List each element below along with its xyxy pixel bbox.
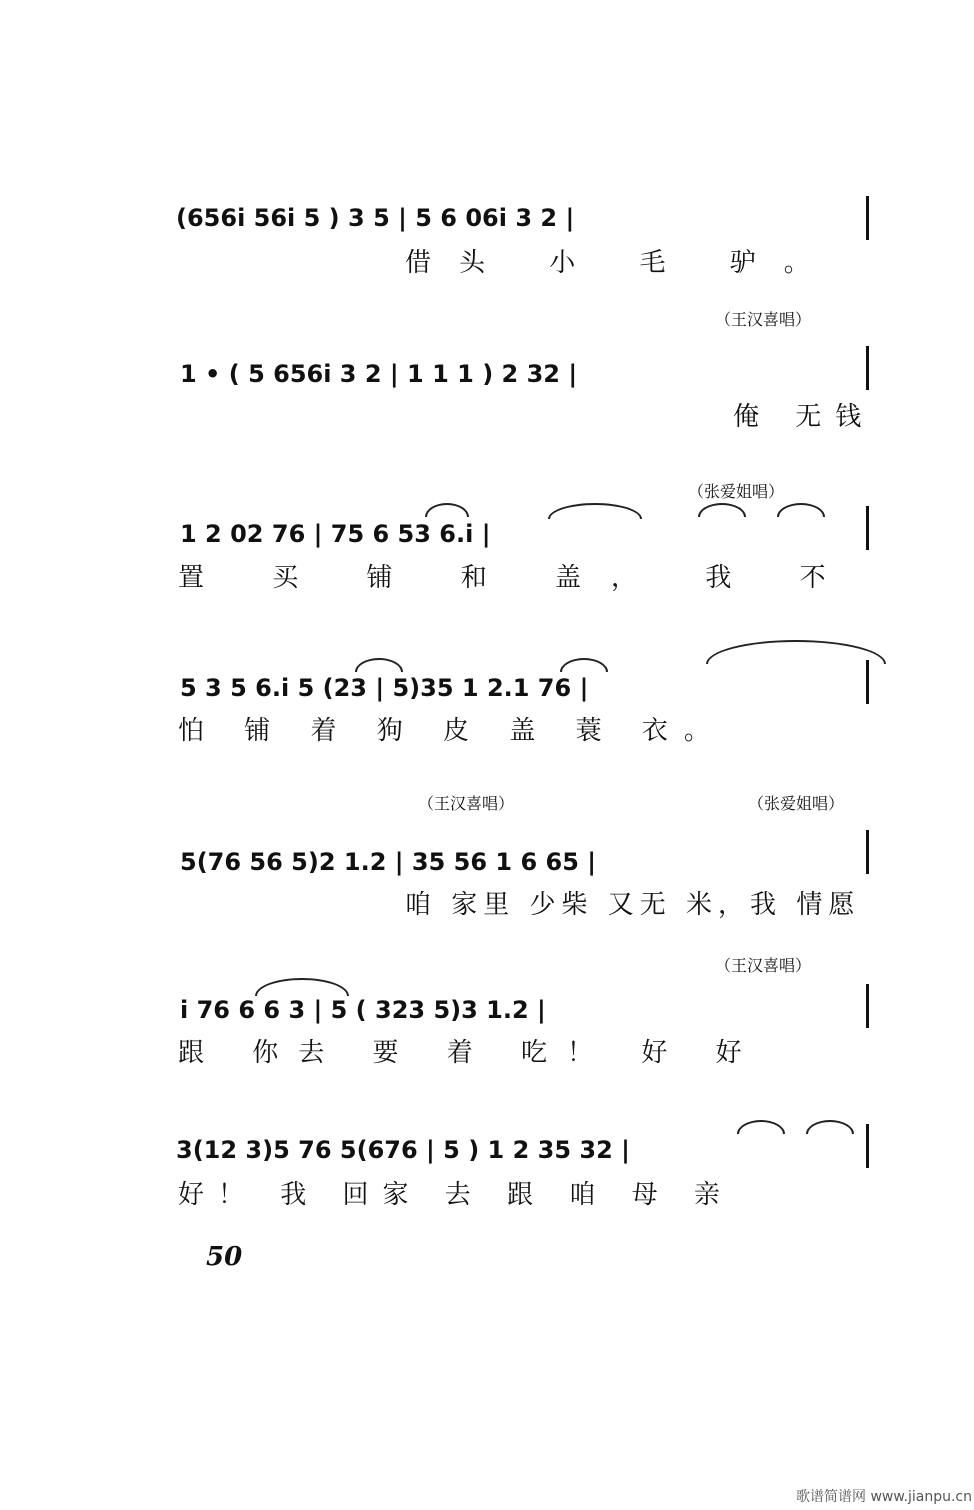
system-7-notes: 3(12 3)5 76 5(676 | 5 ) 1 2 35 32 | [176, 1136, 630, 1164]
system-5-annotation: （王汉喜唱） [418, 794, 515, 813]
system-3-annotation: （张爱姐唱） [688, 482, 785, 501]
slur [355, 658, 403, 672]
watermark: 歌谱简谱网 www.jianpu.cn [796, 1489, 972, 1505]
system-4-notes: 5 3 5 6.i 5 (23 | 5)35 1 2.1 76 | [180, 674, 589, 702]
slur [698, 503, 746, 517]
system-6-annotation: （王汉喜唱） [715, 956, 812, 975]
system-5-lyrics: 咱 家里 少柴 又无 米，我 情愿 [405, 890, 861, 920]
slur [777, 503, 825, 517]
system-5-notes: 5(76 56 5)2 1.2 | 35 56 1 6 65 | [180, 848, 597, 876]
system-7-lyrics: 好！ 我 回家 去 跟 咱 母 亲 [178, 1180, 734, 1210]
system-2-notes: 1 • ( 5 656i 3 2 | 1 1 1 ) 2 32 | [180, 360, 578, 388]
system-4-lyrics: 怕 铺 着 狗 皮 盖 蓑 衣。 [178, 716, 726, 746]
system-5-annotation-right: （张爱姐唱） [748, 794, 845, 813]
slur [425, 503, 469, 517]
system-2-annotation: （王汉喜唱） [715, 310, 812, 329]
system-6-lyrics: 跟 你去 要 着 吃！ 好 好 [178, 1038, 762, 1068]
system-1-notes: (656i 56i 5 ) 3 5 | 5 6 06i 3 2 | [176, 204, 575, 232]
bar-line [866, 506, 869, 550]
slur [806, 1120, 854, 1134]
slur [255, 978, 349, 996]
slur [706, 640, 886, 664]
system-3-notes: 1 2 02 76 | 75 6 53 6.i | [180, 520, 491, 548]
bar-line [866, 830, 869, 874]
system-6-notes: i 76 6 6 3 | 5 ( 323 5)3 1.2 | [180, 996, 546, 1024]
slur [560, 658, 608, 672]
bar-line [866, 984, 869, 1028]
bar-line [866, 346, 869, 390]
system-3-lyrics: 置 买 铺 和 盖， 我 不 [178, 563, 856, 593]
page-number: 50 [206, 1242, 243, 1272]
bar-line [866, 1124, 869, 1168]
system-1-lyrics: 借头 小 毛 驴。 [405, 248, 838, 278]
bar-line [866, 196, 869, 240]
system-2-lyrics: 俺 无钱 [733, 402, 876, 432]
slur [548, 503, 642, 519]
slur [737, 1120, 785, 1134]
bar-line [866, 660, 869, 704]
